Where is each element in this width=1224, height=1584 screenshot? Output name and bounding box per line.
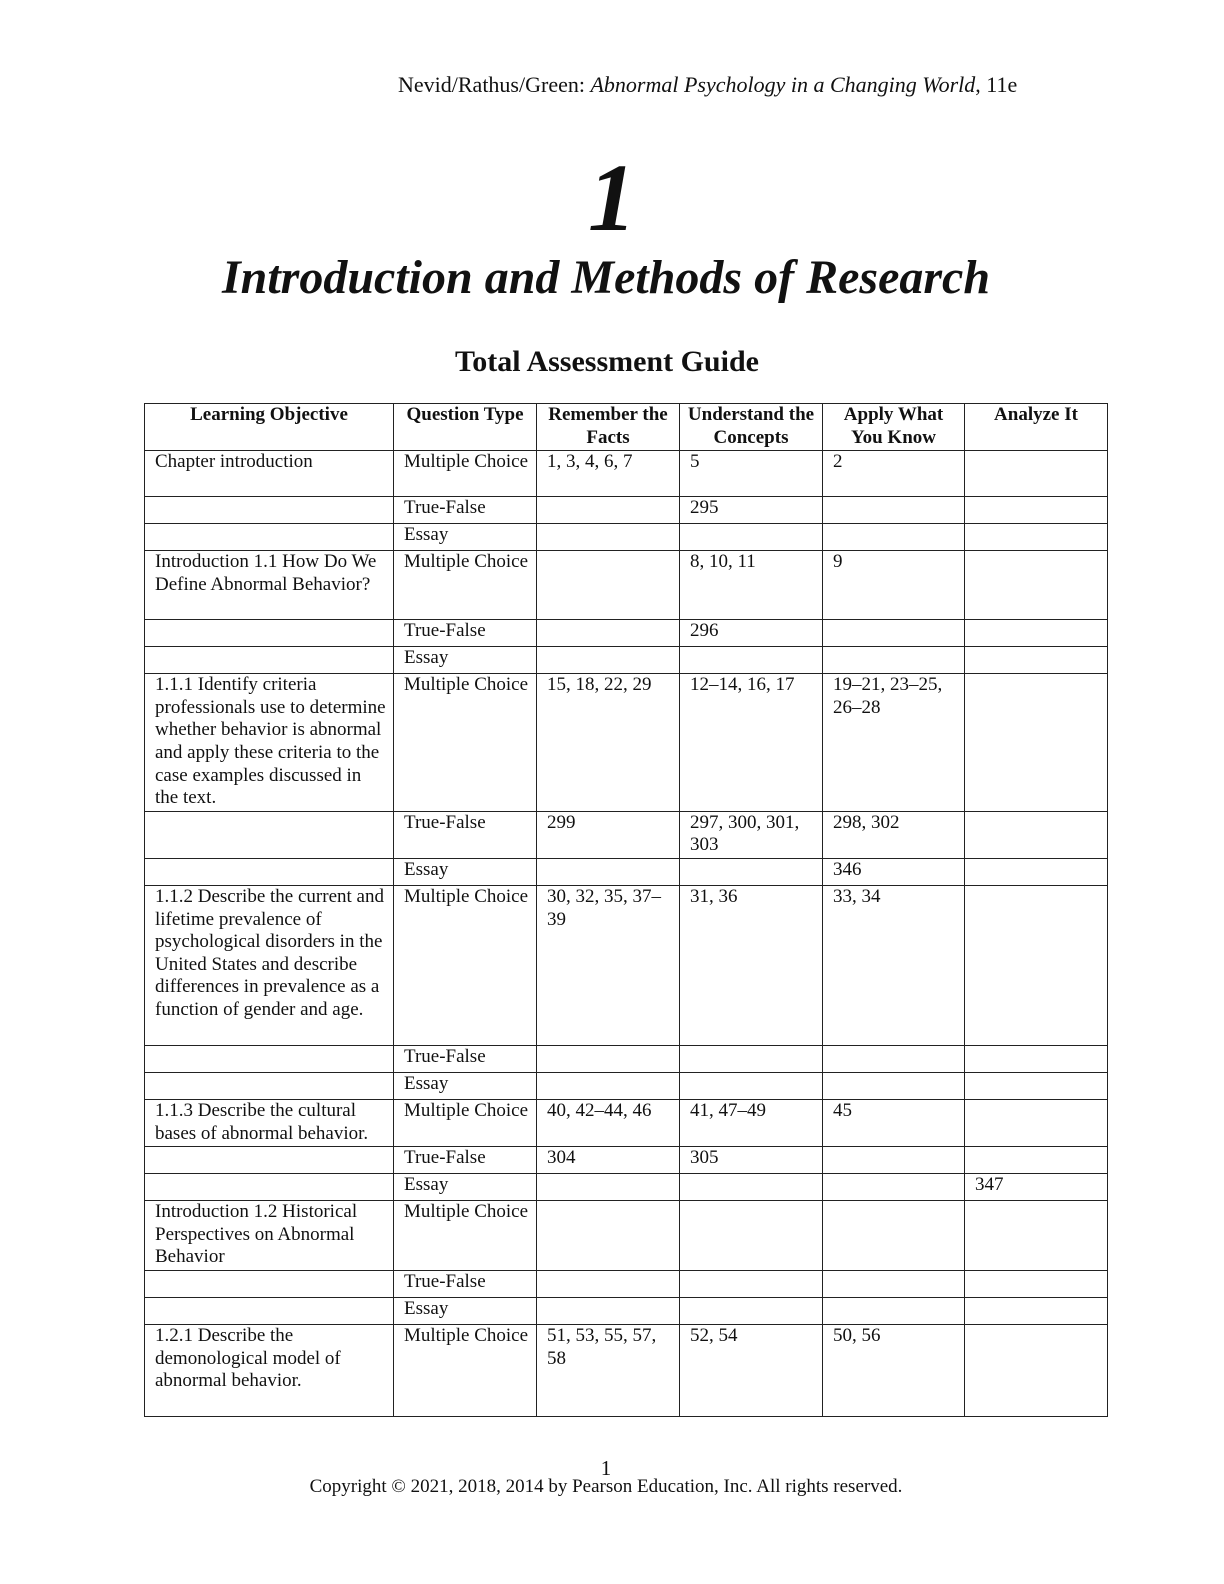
table-cell bbox=[823, 524, 965, 551]
table-cell bbox=[680, 647, 823, 674]
header-apply-what-you-know: Apply What You Know bbox=[823, 404, 965, 451]
header-edition: , 11e bbox=[975, 72, 1018, 97]
table-cell bbox=[145, 1045, 394, 1072]
table-row bbox=[145, 811, 1108, 858]
table-cell: Essay bbox=[394, 1072, 537, 1099]
table-cell: 297, 300, 301, 303 bbox=[680, 811, 823, 858]
table-cell bbox=[965, 524, 1108, 551]
table-cell: 1.2.1 Describe the demonological model of abnormal behavior. bbox=[145, 1324, 394, 1416]
table-cell: 9 bbox=[823, 551, 965, 620]
table-cell: 1.1.1 Identify criteria professionals use to determine whether behavior is abnormal and apply these criteria to the case examples discussed in the text. bbox=[145, 674, 394, 812]
table-cell bbox=[965, 451, 1108, 497]
table-cell bbox=[965, 1270, 1108, 1297]
table-cell: 51, 53, 55, 57, 58 bbox=[537, 1324, 680, 1416]
table-cell: Multiple Choice bbox=[394, 1099, 537, 1146]
table-cell bbox=[145, 858, 394, 885]
table-cell bbox=[823, 620, 965, 647]
table-cell bbox=[823, 1072, 965, 1099]
table-cell: 2 bbox=[823, 451, 965, 497]
table-cell bbox=[680, 524, 823, 551]
table-cell bbox=[537, 1045, 680, 1072]
table-header-row bbox=[145, 404, 1108, 451]
table-cell bbox=[965, 674, 1108, 812]
table-cell: 30, 32, 35, 37–39 bbox=[537, 885, 680, 1045]
table-cell: Essay bbox=[394, 1297, 537, 1324]
table-cell: 41, 47–49 bbox=[680, 1099, 823, 1146]
table-cell bbox=[965, 1072, 1108, 1099]
table-cell: 45 bbox=[823, 1099, 965, 1146]
chapter-number: 1 bbox=[588, 144, 636, 251]
table-cell bbox=[145, 1072, 394, 1099]
table-row bbox=[145, 1045, 1108, 1072]
table-cell bbox=[537, 1201, 680, 1271]
table-cell: 295 bbox=[680, 497, 823, 524]
table-cell bbox=[537, 1072, 680, 1099]
table-cell bbox=[965, 1324, 1108, 1416]
table-cell bbox=[537, 1297, 680, 1324]
table-cell bbox=[145, 811, 394, 858]
table-cell bbox=[680, 1045, 823, 1072]
table-cell: 52, 54 bbox=[680, 1324, 823, 1416]
table-row bbox=[145, 1324, 1108, 1416]
table-row bbox=[145, 1147, 1108, 1174]
table-cell bbox=[537, 497, 680, 524]
copyright-notice: Copyright © 2021, 2018, 2014 by Pearson Education, Inc. All rights reserved. bbox=[309, 1476, 903, 1497]
table-cell: Essay bbox=[394, 524, 537, 551]
table-cell bbox=[823, 497, 965, 524]
table-cell: 40, 42–44, 46 bbox=[537, 1099, 680, 1146]
table-cell: Introduction 1.1 How Do We Define Abnormal Behavior? bbox=[145, 551, 394, 620]
table-cell bbox=[965, 1201, 1108, 1271]
table-cell: Multiple Choice bbox=[394, 674, 537, 812]
header-authors: Nevid/Rathus/Green: bbox=[398, 72, 591, 97]
table-cell: Essay bbox=[394, 858, 537, 885]
table-cell: 347 bbox=[965, 1174, 1108, 1201]
guide-title: Total Assessment Guide bbox=[455, 345, 759, 378]
table-cell bbox=[537, 1270, 680, 1297]
table-cell bbox=[145, 497, 394, 524]
table-cell bbox=[965, 1099, 1108, 1146]
assessment-table bbox=[144, 403, 1108, 1417]
table-cell bbox=[965, 1147, 1108, 1174]
header-understand-the-concepts: Understand the Concepts bbox=[680, 404, 823, 451]
header-book-title: Abnormal Psychology in a Changing World bbox=[590, 72, 976, 97]
table-cell: True-False bbox=[394, 1045, 537, 1072]
table-cell bbox=[965, 1045, 1108, 1072]
table-row bbox=[145, 1270, 1108, 1297]
table-cell bbox=[823, 1045, 965, 1072]
table-cell: 1.1.3 Describe the cultural bases of abnormal behavior. bbox=[145, 1099, 394, 1146]
table-cell: 15, 18, 22, 29 bbox=[537, 674, 680, 812]
header-analyze-it: Analyze It bbox=[965, 404, 1108, 451]
table-row bbox=[145, 885, 1108, 1045]
table-cell bbox=[965, 858, 1108, 885]
table-row bbox=[145, 551, 1108, 620]
table-cell bbox=[537, 858, 680, 885]
table-cell bbox=[823, 647, 965, 674]
table-cell: True-False bbox=[394, 1270, 537, 1297]
table-cell bbox=[965, 885, 1108, 1045]
table-cell: Multiple Choice bbox=[394, 551, 537, 620]
table-cell: Chapter introduction bbox=[145, 451, 394, 497]
table-cell: 1, 3, 4, 6, 7 bbox=[537, 451, 680, 497]
table-cell: Multiple Choice bbox=[394, 1201, 537, 1271]
table-cell bbox=[965, 1297, 1108, 1324]
table-cell: Multiple Choice bbox=[394, 1324, 537, 1416]
table-row bbox=[145, 451, 1108, 497]
table-cell bbox=[823, 1297, 965, 1324]
table-cell bbox=[965, 647, 1108, 674]
table-cell bbox=[823, 1174, 965, 1201]
table-cell bbox=[537, 551, 680, 620]
table-cell bbox=[680, 1201, 823, 1271]
table-cell: Multiple Choice bbox=[394, 885, 537, 1045]
table-cell: 346 bbox=[823, 858, 965, 885]
table-cell: 19–21, 23–25, 26–28 bbox=[823, 674, 965, 812]
table-cell: 33, 34 bbox=[823, 885, 965, 1045]
table-cell: Essay bbox=[394, 1174, 537, 1201]
table-row bbox=[145, 1297, 1108, 1324]
table-row bbox=[145, 1201, 1108, 1271]
header-remember-the-facts: Remember the Facts bbox=[537, 404, 680, 451]
table-cell bbox=[537, 647, 680, 674]
table-cell: True-False bbox=[394, 620, 537, 647]
chapter-title: Introduction and Methods of Research bbox=[221, 251, 991, 304]
table-cell bbox=[680, 1072, 823, 1099]
table-cell bbox=[145, 1147, 394, 1174]
page-number: 1 bbox=[600, 1456, 612, 1480]
table-cell bbox=[965, 551, 1108, 620]
table-cell: 305 bbox=[680, 1147, 823, 1174]
table-cell bbox=[537, 524, 680, 551]
table-cell: 299 bbox=[537, 811, 680, 858]
table-cell bbox=[145, 647, 394, 674]
table-row bbox=[145, 1072, 1108, 1099]
table-cell: Essay bbox=[394, 647, 537, 674]
table-cell: True-False bbox=[394, 497, 537, 524]
table-cell: 50, 56 bbox=[823, 1324, 965, 1416]
header-learning-objective: Learning Objective bbox=[145, 404, 394, 451]
table-row bbox=[145, 620, 1108, 647]
table-cell: 31, 36 bbox=[680, 885, 823, 1045]
table-cell bbox=[145, 524, 394, 551]
table-row bbox=[145, 858, 1108, 885]
table-cell bbox=[680, 858, 823, 885]
table-cell bbox=[537, 620, 680, 647]
running-header bbox=[398, 72, 1017, 98]
table-cell bbox=[680, 1297, 823, 1324]
table-cell bbox=[145, 1297, 394, 1324]
table-cell: Multiple Choice bbox=[394, 451, 537, 497]
table-row bbox=[145, 1174, 1108, 1201]
table-cell: True-False bbox=[394, 1147, 537, 1174]
table-cell bbox=[823, 1270, 965, 1297]
table-cell bbox=[145, 1174, 394, 1201]
table-cell: 8, 10, 11 bbox=[680, 551, 823, 620]
table-cell: True-False bbox=[394, 811, 537, 858]
table-cell: 12–14, 16, 17 bbox=[680, 674, 823, 812]
table-cell: 5 bbox=[680, 451, 823, 497]
table-cell bbox=[680, 1270, 823, 1297]
header-question-type: Question Type bbox=[394, 404, 537, 451]
table-cell bbox=[965, 497, 1108, 524]
table-cell bbox=[823, 1147, 965, 1174]
table-cell: 296 bbox=[680, 620, 823, 647]
table-row bbox=[145, 674, 1108, 812]
table-cell bbox=[965, 620, 1108, 647]
table-cell bbox=[145, 1270, 394, 1297]
table-cell bbox=[680, 1174, 823, 1201]
table-cell: 1.1.2 Describe the current and lifetime prevalence of psychological disorders in the United States and describe differences in prevalence as a function of gender and age. bbox=[145, 885, 394, 1045]
table-cell: 298, 302 bbox=[823, 811, 965, 858]
table-cell bbox=[965, 811, 1108, 858]
table-row bbox=[145, 1099, 1108, 1146]
table-cell: Introduction 1.2 Historical Perspectives on Abnormal Behavior bbox=[145, 1201, 394, 1271]
table-row bbox=[145, 497, 1108, 524]
table-row bbox=[145, 524, 1108, 551]
table-row bbox=[145, 647, 1108, 674]
table-cell: 304 bbox=[537, 1147, 680, 1174]
table-cell bbox=[823, 1201, 965, 1271]
table-cell bbox=[537, 1174, 680, 1201]
table-cell bbox=[145, 620, 394, 647]
